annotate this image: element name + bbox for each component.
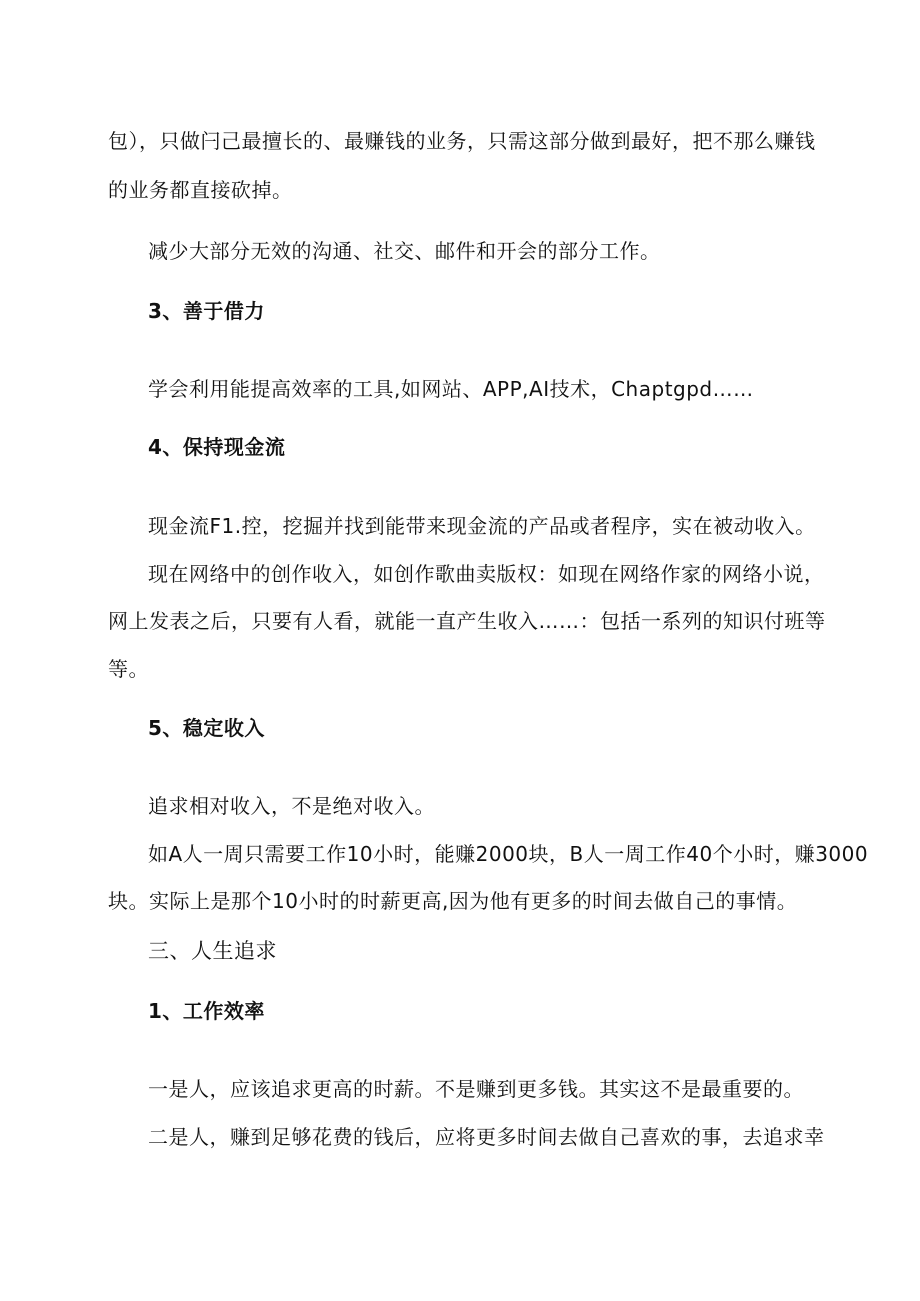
paragraph-hourly-example-line-2: 块。实际上是那个10小时的时薪更高,因为他有更多的时间去做自己的事情。 bbox=[108, 889, 798, 913]
paragraph-reduce-communication: 减少大部分无效的沟通、社交、邮件和开会的部分工作。 bbox=[148, 239, 661, 263]
heading-stable-income: 5、稳定收入 bbox=[148, 716, 265, 740]
paragraph-cash-flow: 现金流F1.控，挖掘并找到能带来现金流的产品或者程序，实在被动收入。 bbox=[148, 514, 816, 538]
heading-leverage: 3、善于借力 bbox=[148, 299, 265, 323]
paragraph-creative-income-line-1: 现在网络中的创作收入，如创作歌曲卖版权：如现在网络作家的网络小说， bbox=[148, 562, 825, 586]
paragraph-creative-income-line-2: 网上发表之后，只要有人看，就能一直产生收入……：包括一系列的知识付班等 bbox=[108, 609, 826, 633]
paragraph-tools: 学会利用能提高效率的工具,如网站、APP,AI技术，Chaptgpd…… bbox=[148, 377, 754, 401]
paragraph-relative-income: 追求相对收入，不是绝对收入。 bbox=[148, 794, 435, 818]
section-heading-life-pursuit: 三、人生追求 bbox=[148, 939, 277, 963]
heading-work-efficiency: 1、工作效率 bbox=[148, 999, 265, 1023]
paragraph-focus-business-line-2: 的业务都直接砍掉。 bbox=[108, 178, 293, 202]
paragraph-creative-income-line-3: 等。 bbox=[108, 657, 149, 681]
heading-cash-flow: 4、保持现金流 bbox=[148, 435, 286, 459]
paragraph-pursue-happiness: 二是人，赚到足够花费的钱后，应将更多时间去做自己喜欢的事，去追求幸 bbox=[148, 1125, 825, 1149]
paragraph-hourly-example-line-1: 如A人一周只需要工作10小时，能赚2000块，B人一周工作40个小时，赚3000 bbox=[148, 842, 869, 866]
paragraph-focus-business-line-1: 包），只做闩己最擅长的、最赚钱的业务，只需这部分做到最好，把不那么赚钱 bbox=[108, 129, 816, 153]
paragraph-higher-hourly-wage: 一是人，应该追求更高的时薪。不是赚到更多钱。其实这不是最重要的。 bbox=[148, 1077, 804, 1101]
